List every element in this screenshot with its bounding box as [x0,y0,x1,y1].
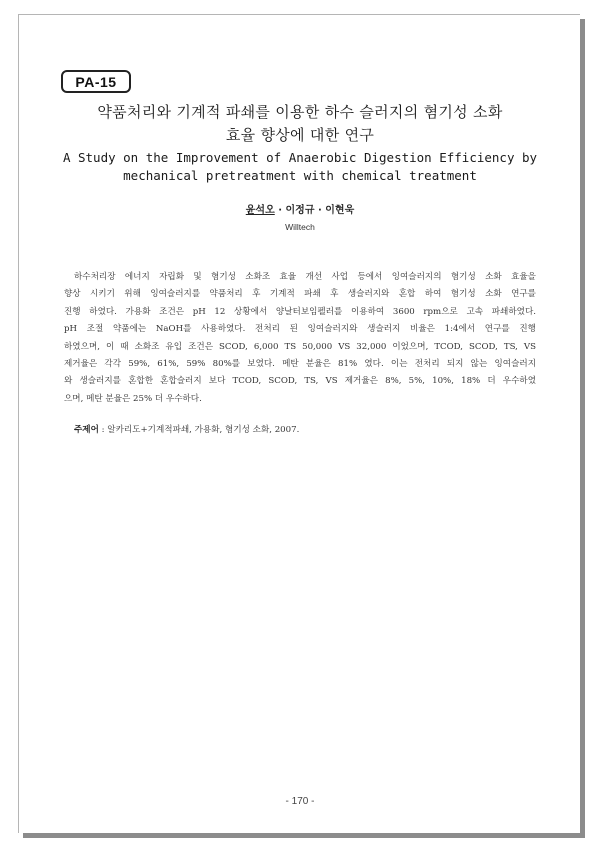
abstract-line: 향상 시키기 위해 잉여슬러지를 약품처리 후 기계적 파쇄 후 생슬러지와 혼합 하여 혐기성 소화 연구를 [64,289,536,300]
abstract-line: 와 생슬러지를 혼합한 혼합슬러지 보다 TCOD, SCOD, TS, VS 제거율은 8%, 5%, 10%, 18% 더 우수하였 [64,376,536,387]
co-authors: · 이정규 · 이현욱 [274,205,355,216]
abstract-line: pH 조절 약품에는 NaOH를 사용하였다. 전처리 된 잉여슬러지와 생슬러지 비율은 1:4에서 연구를 진행 [64,324,536,335]
abstract-line: 제거율은 각각 59%, 61%, 59% 80%를 보였다. 메탄 분율은 81% 였다. 이는 전처리 되지 않는 잉여슬러지 [64,359,536,370]
keywords-separator: : [98,425,108,435]
abstract-line: 하였으며, 이 때 소화조 유입 조건은 SCOD, 6,000 TS 50,000 VS 32,000 이었으며, TCOD, SCOD, TS, VS [64,341,536,352]
page-number: - 170 - [285,796,315,807]
abstract [64,269,536,408]
korean-title-line-2: 효율 향상에 대한 연구 [225,126,375,144]
english-title-line-1: A Study on the Improvement of Anaerobic Digestion Efficiency by [62,150,538,165]
abstract-line: 으며, 메탄 분율은 25% 더 우수하다. [64,393,202,404]
korean-title-line-1: 약품처리와 기계적 파쇄를 이용한 하수 슬러지의 혐기성 소화 [97,103,503,121]
keywords-text: 알카리도+기계적파쇄, 가용화, 혐기성 소화, 2007. [107,425,300,435]
affiliation: Willtech [285,222,315,232]
session-badge: PA-15 [61,70,131,93]
first-author: 윤석오 [245,205,275,216]
english-title-line-2: mechanical pretreatment with chemical treatment [123,168,477,183]
keywords-label: 주제어 [74,425,99,435]
author-list [0,201,600,216]
abstract-line: 하수처리장 에너지 자립화 및 혐기성 소화조 효율 개선 사업 등에서 잉여슬러지의 혐기성 소화 효율을 [74,272,536,282]
keywords [74,423,299,435]
abstract-line: 진행 하였다. 가용화 조건은 pH 12 상황에서 양날터보임펠러를 이용하여 3600 rpm으로 고속 파쇄하였다. [64,306,536,317]
